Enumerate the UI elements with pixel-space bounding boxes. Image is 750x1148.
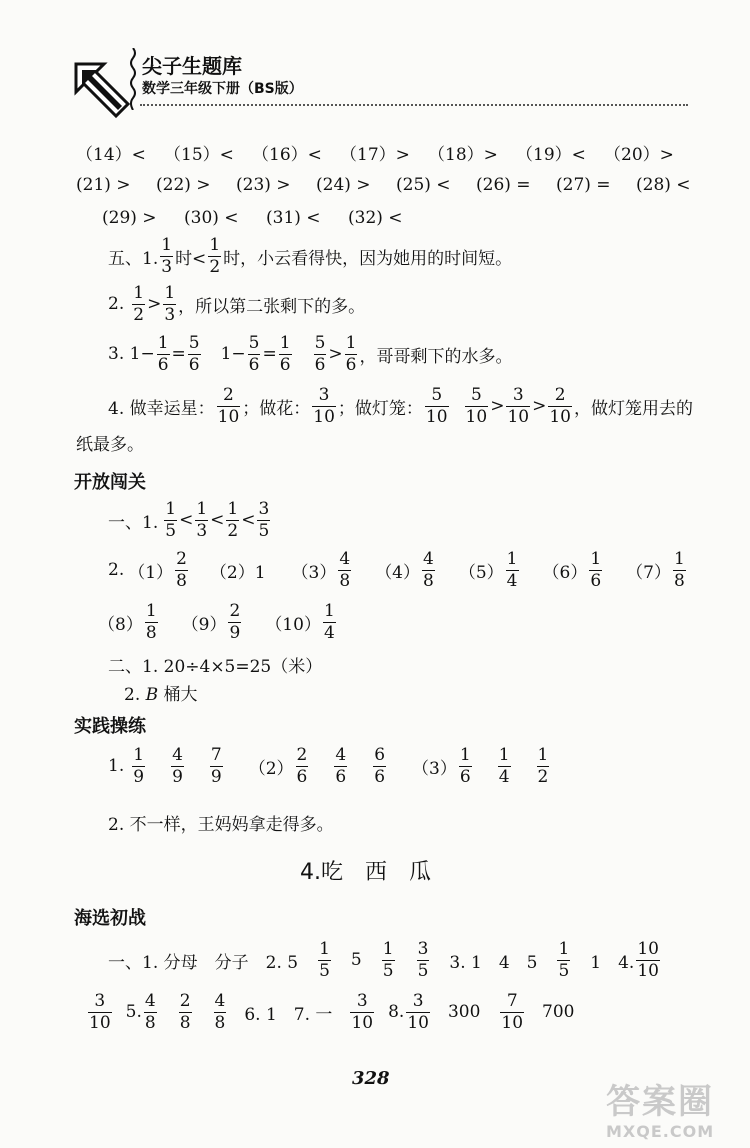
numerator: 1 [133, 282, 145, 303]
answer-item: (31) < [266, 208, 321, 228]
denominator: 2 [133, 304, 145, 325]
denominator: 6 [296, 766, 308, 787]
fraction [459, 744, 472, 787]
denominator: 2 [209, 256, 221, 277]
q-prefix: 1. [108, 756, 125, 776]
denominator: 10 [507, 406, 530, 427]
answer-item: （16）< [252, 145, 322, 165]
fraction [248, 332, 261, 375]
fraction [345, 332, 358, 375]
fraction [373, 744, 386, 787]
fraction [296, 744, 309, 787]
numerator: 4 [144, 990, 156, 1011]
fraction [425, 384, 449, 427]
numerator: 2 [176, 548, 187, 569]
label: （6） [542, 562, 588, 583]
denominator: 6 [590, 570, 602, 591]
denominator: 10 [217, 406, 240, 427]
fraction [279, 332, 292, 375]
answer-item: (27) = [556, 175, 611, 195]
fraction [157, 332, 170, 375]
fraction [144, 990, 157, 1033]
denominator: 10 [465, 406, 488, 427]
denominator: 3 [161, 256, 173, 277]
watermark [606, 1082, 714, 1141]
denominator: 10 [549, 406, 571, 427]
answer-item: (25) < [396, 175, 451, 195]
numerator: 1 [498, 744, 510, 765]
numerator: 2 [296, 744, 308, 765]
practice-q2: 2. 不一样，王妈妈拿走得多。 [108, 815, 334, 835]
denominator: 6 [248, 354, 260, 375]
numerator: 1 [459, 744, 471, 765]
numerator: 2 [554, 384, 566, 405]
text: 时< [175, 248, 207, 269]
denominator: 6 [345, 354, 357, 375]
numerator: 2 [223, 384, 234, 405]
fraction [406, 990, 430, 1033]
fraction [338, 548, 351, 591]
denominator: 5 [417, 960, 429, 981]
text: 2. [124, 685, 146, 705]
denominator: 6 [188, 354, 200, 375]
label: （10） [265, 614, 321, 635]
answer-item: （20）> [604, 145, 674, 165]
fraction [164, 498, 177, 541]
text: ；做花： [242, 398, 311, 419]
numerator: 5 [248, 332, 260, 353]
text: 700 [542, 1002, 575, 1022]
numerator: 1 [319, 938, 330, 959]
denominator: 6 [279, 354, 291, 375]
q-prefix: 一、1. [108, 512, 159, 533]
denominator: 5 [165, 520, 177, 541]
denominator: 5 [382, 960, 394, 981]
label: （1） [128, 562, 174, 583]
numerator: 1 [558, 938, 570, 959]
numerator: 4 [214, 990, 226, 1011]
label: （8） [98, 614, 143, 635]
text: 5. [125, 1002, 142, 1022]
denominator: 6 [459, 766, 471, 787]
denominator: 10 [351, 1012, 374, 1033]
numerator: 5 [188, 332, 200, 353]
open-q2-row1 [108, 548, 688, 591]
answer-item: (24) > [316, 175, 371, 195]
page-number: 328 [352, 1068, 390, 1089]
answer-item: (22) > [156, 175, 211, 195]
numerator: 4 [339, 548, 351, 569]
denominator: 6 [314, 354, 326, 375]
label: （4） [375, 562, 421, 583]
text: 1− [220, 344, 246, 364]
denominator: 3 [164, 304, 176, 325]
denominator: 6 [157, 354, 169, 375]
denominator: 10 [89, 1012, 111, 1033]
fraction [132, 282, 145, 325]
fraction [175, 548, 188, 591]
denominator: 6 [374, 766, 386, 787]
denominator: 10 [425, 406, 448, 427]
denominator: 2 [227, 520, 239, 541]
operator: > [147, 294, 162, 314]
numerator: 1 [382, 938, 394, 959]
numerator: 1 [537, 744, 549, 765]
open-two-2 [124, 680, 198, 705]
answer-item: (32) < [348, 208, 403, 228]
fraction [171, 744, 184, 787]
denominator: 8 [145, 622, 157, 643]
wavy-divider-icon [128, 48, 138, 110]
numerator: 1 [133, 744, 145, 765]
fraction [382, 938, 395, 981]
fraction [210, 744, 223, 787]
denominator: 8 [144, 1012, 156, 1033]
denominator: 9 [229, 622, 241, 643]
denominator: 10 [637, 960, 659, 981]
haixuan-line-1 [108, 938, 662, 981]
operator: < [210, 510, 225, 530]
answer-item: （19）< [516, 145, 586, 165]
numerator: 3 [318, 384, 330, 405]
numerator: 3 [94, 990, 106, 1011]
numerator: 5 [470, 384, 482, 405]
text: 桶大 [158, 685, 198, 705]
book-subtitle: 数学三年级下册（BS版） [142, 81, 303, 97]
haixuan-line-2 [86, 990, 575, 1033]
fraction [88, 990, 112, 1033]
five-q4 [108, 384, 693, 427]
fraction [323, 600, 336, 643]
label: （3） [291, 562, 337, 583]
denominator: 6 [335, 766, 347, 787]
text: 8. [388, 1002, 405, 1022]
numerator: 4 [335, 744, 347, 765]
text: 5 [350, 950, 362, 970]
lesson-title: 4.吃 西 瓜 [300, 860, 431, 885]
label: （2）1 [209, 562, 266, 583]
fraction [132, 744, 145, 787]
numerator: 1 [145, 600, 157, 621]
label: （2） [248, 758, 294, 779]
operator: < [179, 510, 194, 530]
five-q2 [108, 282, 366, 325]
watermark-bottom: MXQE.COM [606, 1122, 715, 1141]
numerator: 6 [374, 744, 386, 765]
fraction [500, 990, 524, 1033]
denominator: 5 [319, 960, 330, 981]
denominator: 4 [323, 622, 335, 643]
text: 3. 1 4 5 [449, 952, 538, 973]
operator: > [328, 344, 343, 364]
numerator: 1 [157, 332, 169, 353]
section-title-haixuan: 海选初战 [74, 908, 146, 929]
answer-item: （14）< [76, 145, 146, 165]
q-prefix: 五、1. [108, 248, 159, 269]
fraction [318, 938, 331, 981]
numerator: 1 [279, 332, 291, 353]
numerator: 2 [179, 990, 191, 1011]
fraction [314, 332, 327, 375]
q-prefix: 3. 1− [108, 344, 155, 364]
denominator: 8 [176, 570, 187, 591]
open-q2-row2 [98, 600, 338, 643]
denominator: 10 [407, 1012, 429, 1033]
q-prefix: 4. 做幸运星： [108, 398, 215, 419]
answer-item: (26) = [476, 175, 531, 195]
text: 一、1. 分母 分子 2. 5 [108, 952, 299, 973]
denominator: 8 [423, 570, 434, 591]
fraction [163, 282, 176, 325]
fraction [214, 990, 227, 1033]
label: （5） [458, 562, 504, 583]
section-title-practice: 实践操练 [74, 716, 146, 737]
text: 1 4. [590, 952, 635, 973]
arrow-logo-icon [70, 58, 132, 120]
fraction [195, 498, 208, 541]
numerator: 1 [673, 548, 685, 569]
denominator: 9 [210, 766, 222, 787]
answer-item: (21) > [76, 175, 131, 195]
numerator: 1 [164, 282, 176, 303]
denominator: 8 [179, 1012, 191, 1033]
five-q1 [108, 234, 513, 277]
text: 300 [447, 1002, 481, 1022]
fraction [228, 600, 241, 643]
denominator: 5 [558, 960, 570, 981]
numerator: 2 [229, 600, 241, 621]
text: ；做灯笼： [337, 398, 423, 419]
fraction [226, 498, 239, 541]
fraction [179, 990, 192, 1033]
header-dotted-rule [140, 104, 688, 106]
answer-item: (28) < [636, 175, 691, 195]
numerator: 1 [506, 548, 518, 569]
fraction [350, 990, 374, 1033]
numerator: 1 [345, 332, 357, 353]
fraction [636, 938, 660, 981]
numerator: 4 [423, 548, 434, 569]
fraction [417, 938, 430, 981]
compare-row-2 [76, 175, 691, 195]
text: ，哥哥剩下的水多。 [359, 346, 513, 367]
fraction [557, 938, 570, 981]
fraction [465, 384, 489, 427]
fraction [188, 332, 201, 375]
numerator: 1 [209, 234, 221, 255]
fraction [673, 548, 686, 591]
numerator: 1 [227, 498, 239, 519]
denominator: 10 [501, 1012, 524, 1033]
compare-row-3 [102, 208, 403, 228]
label: （3） [412, 758, 457, 779]
five-q4-continuation: 纸最多。 [76, 435, 144, 455]
denominator: 8 [339, 570, 351, 591]
five-q3 [108, 332, 513, 375]
fraction [498, 744, 511, 787]
operator: > [490, 396, 505, 416]
q-prefix: 2. [108, 560, 125, 580]
numerator: 1 [323, 600, 335, 621]
q-prefix: 2. [108, 294, 125, 314]
text: ，做灯笼用去的 [573, 398, 693, 419]
operator: < [241, 510, 256, 530]
denominator: 5 [258, 520, 270, 541]
numerator: 3 [412, 990, 424, 1011]
operator: = [171, 344, 186, 364]
label: （9） [181, 614, 227, 635]
fraction [257, 498, 270, 541]
fraction [537, 744, 550, 787]
denominator: 4 [506, 570, 518, 591]
italic-b: B [145, 685, 159, 705]
answer-item: (29) > [102, 208, 157, 228]
fraction [208, 234, 221, 277]
numerator: 3 [356, 990, 368, 1011]
text: 6. 1 7. 一 [244, 1004, 333, 1025]
answer-item: (23) > [236, 175, 291, 195]
open-q1 [108, 498, 272, 541]
fraction [422, 548, 435, 591]
denominator: 4 [498, 766, 510, 787]
answer-item: （15）< [164, 145, 234, 165]
compare-row-1 [76, 140, 674, 165]
text: ，所以第二张剩下的多。 [178, 296, 366, 317]
answer-item: (30) < [184, 208, 239, 228]
fraction [506, 548, 519, 591]
text: 时，小云看得快，因为她用的时间短。 [223, 248, 513, 269]
watermark-top: 答案圈 [606, 1082, 715, 1122]
operator: = [262, 344, 277, 364]
numerator: 1 [590, 548, 602, 569]
operator: > [532, 396, 547, 416]
fraction [334, 744, 347, 787]
fraction [145, 600, 158, 643]
fraction [548, 384, 572, 427]
answer-item: （17）> [340, 145, 410, 165]
numerator: 1 [196, 498, 208, 519]
fraction [312, 384, 336, 427]
section-title-open: 开放闯关 [74, 472, 146, 493]
fraction [217, 384, 241, 427]
denominator: 9 [133, 766, 145, 787]
numerator: 7 [506, 990, 518, 1011]
numerator: 5 [431, 384, 443, 405]
fraction [589, 548, 602, 591]
numerator: 1 [161, 234, 173, 255]
answer-item: （18）> [428, 145, 498, 165]
denominator: 3 [196, 520, 208, 541]
fraction [506, 384, 530, 427]
numerator: 5 [314, 332, 326, 353]
denominator: 8 [673, 570, 685, 591]
numerator: 3 [258, 498, 270, 519]
numerator: 3 [417, 938, 429, 959]
book-title: 尖子生题库 [142, 54, 242, 78]
label: （7） [626, 562, 671, 583]
numerator: 3 [512, 384, 524, 405]
denominator: 8 [214, 1012, 226, 1033]
denominator: 2 [537, 766, 549, 787]
denominator: 10 [313, 406, 335, 427]
fraction [160, 234, 173, 277]
numerator: 10 [637, 938, 659, 959]
open-two-1: 二、1. 20÷4×5=25（米） [108, 657, 323, 677]
numerator: 7 [210, 744, 222, 765]
practice-q1 [108, 744, 551, 787]
numerator: 1 [165, 498, 177, 519]
numerator: 4 [172, 744, 183, 765]
denominator: 9 [172, 766, 183, 787]
